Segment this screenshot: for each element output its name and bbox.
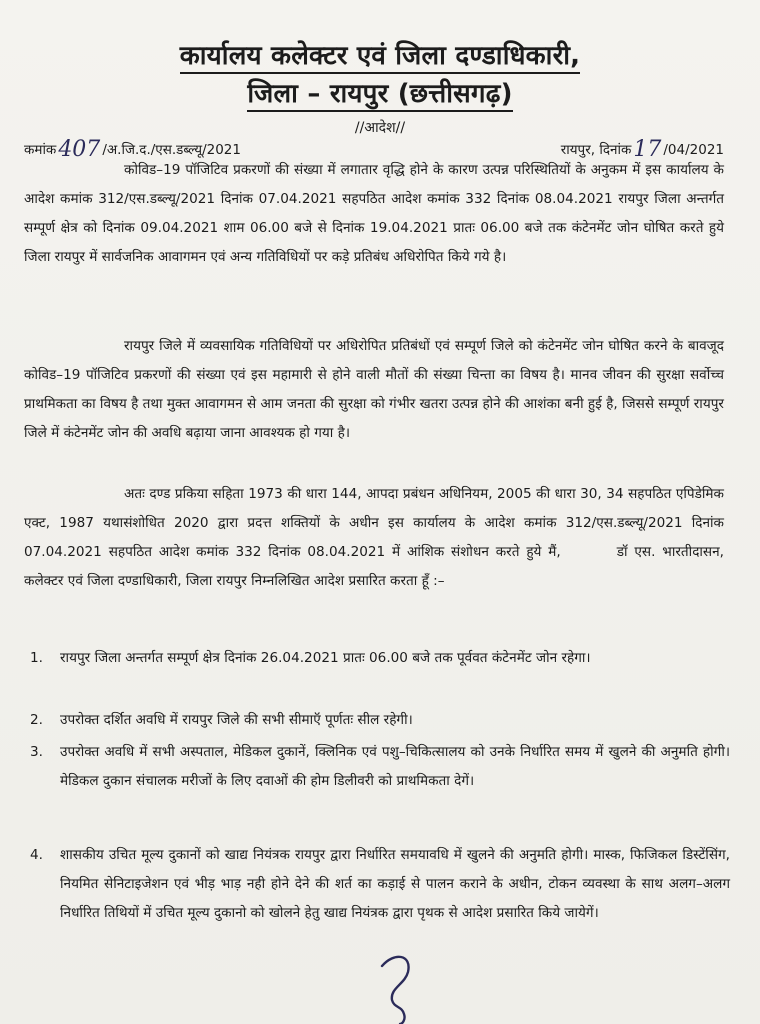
paragraph-justification: रायपुर जिले में व्यवसायिक गतिविधियों पर अधिरोपित प्रतिबंधों एवं सम्पूर्ण जिले को कंटेनमेंट जोन घोषित करने के बावजूद कोविड–19 पॉजिटिव प्रकरणों की संख्या एवं इस महामारी से होने वाली मौतों की संख्या चिन्ता का विषय है। मानव जीवन की सुरक्षा सर्वोच्च प्राथमिकता का विषय है तथा मुक्त आवागमन से आम जनता की सुरक्षा को गंभीर खतरा उत्पन्न होने की आशंका बनी हुई है, जिससे सम्पूर्ण रायपुर जिले में कंटेनमेंट जोन की अवधि बढ़ाया जाना आवश्यक हो गया है। bbox=[24, 338, 724, 441]
order-date-month-year: /04/2021 bbox=[663, 142, 724, 158]
paragraph-authority-tail: डॉ एस. भारतीदासन, कलेक्टर एवं जिला दण्डाधिकारी, जिला रायपुर निम्नलिखित आदेश प्रसारित करता हूँ :– bbox=[24, 544, 724, 589]
district-title bbox=[0, 74, 760, 110]
office-title bbox=[0, 36, 760, 72]
paragraph-authority bbox=[24, 480, 724, 596]
order-number-handwritten: 407 bbox=[58, 137, 101, 162]
order-item-text: उपरोक्त दर्शित अवधि में रायपुर जिले की सभी सीमाऍ पूर्णतः सील रहेगी। bbox=[60, 712, 413, 728]
paragraph-authority-lead: अतः दण्ड प्रकिया सहिता 1973 की धारा 144, आपदा प्रबंधन अधिनियम, 2005 की धारा 30, 34 सहपठित एपिडेमिक एक्ट, 1987 यथासंशोधित 2020 द्वारा प्रदत्त शक्तियों के अधीन इस कार्यालय के आदेश कमांक 312/एस.डब्ल्यू/2021 दिनांक 07.04.2021 सहपठित आदेश कमांक 332 दिनांक 08.04.2021 में आंशिक संशोधन करते हुये मैं, bbox=[24, 486, 724, 560]
order-item-text: रायपुर जिला अन्तर्गत सम्पूर्ण क्षेत्र दिनांक 26.04.2021 प्रातः 06.00 बजे तक पूर्ववत कंटेनमेंट जोन रहेगा। bbox=[60, 650, 591, 666]
order-item bbox=[30, 644, 730, 673]
office-title-text: कार्यालय कलेक्टर एवं जिला दण्डाधिकारी, bbox=[180, 41, 580, 74]
order-number-suffix: /अ.जि.द./एस.डब्ल्यू/2021 bbox=[102, 142, 241, 158]
order-item-text: उपरोक्त अवधि में सभी अस्पताल, मेडिकल दुकानें, क्लिनिक एवं पशु–चिकित्सालय को उनके निर्धारित समय में खुलने की अनुमति होगी। मेडिकल दुकान संचालक मरीजों के लिए दवाओं की होम डिलीवरी को प्राथमिकता देगें। bbox=[60, 744, 730, 789]
order-label: //आदेश// bbox=[354, 120, 406, 136]
paragraph-background: कोविड–19 पॉजिटिव प्रकरणों की संख्या में लगातार वृद्धि होने के कारण उत्पन्न परिस्थितियों के अनुकम में इस कार्यालय के आदेश कमांक 312/एस.डब्ल्यू/2021 दिनांक 07.04.2021 सहपठित आदेश कमांक 332 दिनांक 08.04.2021 रायपुर जिला अन्तर्गत सम्पूर्ण क्षेत्र को दिनांक 09.04.2021 शाम 06.00 बजे से दिनांक 19.04.2021 प्रातः 06.00 बजे तक कंटेनमेंट जोन घोषित करते हुये जिला रायपुर में सार्वजनिक आवागमन एवं अन्य गतिविधियों पर कड़े प्रतिबंध अधिरोपित किये गये है। bbox=[24, 162, 724, 265]
order-item bbox=[30, 738, 730, 796]
order-day-handwritten: 17 bbox=[633, 137, 662, 162]
order-item-number: 1. bbox=[30, 650, 43, 666]
order-item-number: 2. bbox=[30, 712, 43, 728]
order-item bbox=[30, 706, 730, 735]
order-date-prefix: रायपुर, दिनांक bbox=[560, 142, 632, 158]
order-number-prefix: कमांक bbox=[24, 142, 57, 158]
order-item-number: 4. bbox=[30, 847, 43, 863]
order-item bbox=[30, 841, 730, 928]
order-item-text: शासकीय उचित मूल्य दुकानों को खाद्य नियंत्रक रायपुर द्वारा निर्धारित समयावधि में खुलने की अनुमति होगी। मास्क, फिजिकल डिस्टेंसिंग, नियमित सेनिटाइजेशन एवं भीड़ भाड़ नही होने देने की शर्त का कड़ाई से पालन कराने के अधीन, टोकन व्यवस्था के साथ अलग–अलग निर्धारित तिथियों में उचित मूल्य दुकानो को खोलने हेतु खाद्य नियंत्रक द्वारा पृथक से आदेश प्रसारित किये जायेगें। bbox=[60, 847, 730, 921]
signature-mark bbox=[372, 948, 432, 1024]
district-title-text: जिला – रायपुर (छत्तीसगढ़) bbox=[247, 79, 512, 112]
order-item-number: 3. bbox=[30, 744, 43, 760]
